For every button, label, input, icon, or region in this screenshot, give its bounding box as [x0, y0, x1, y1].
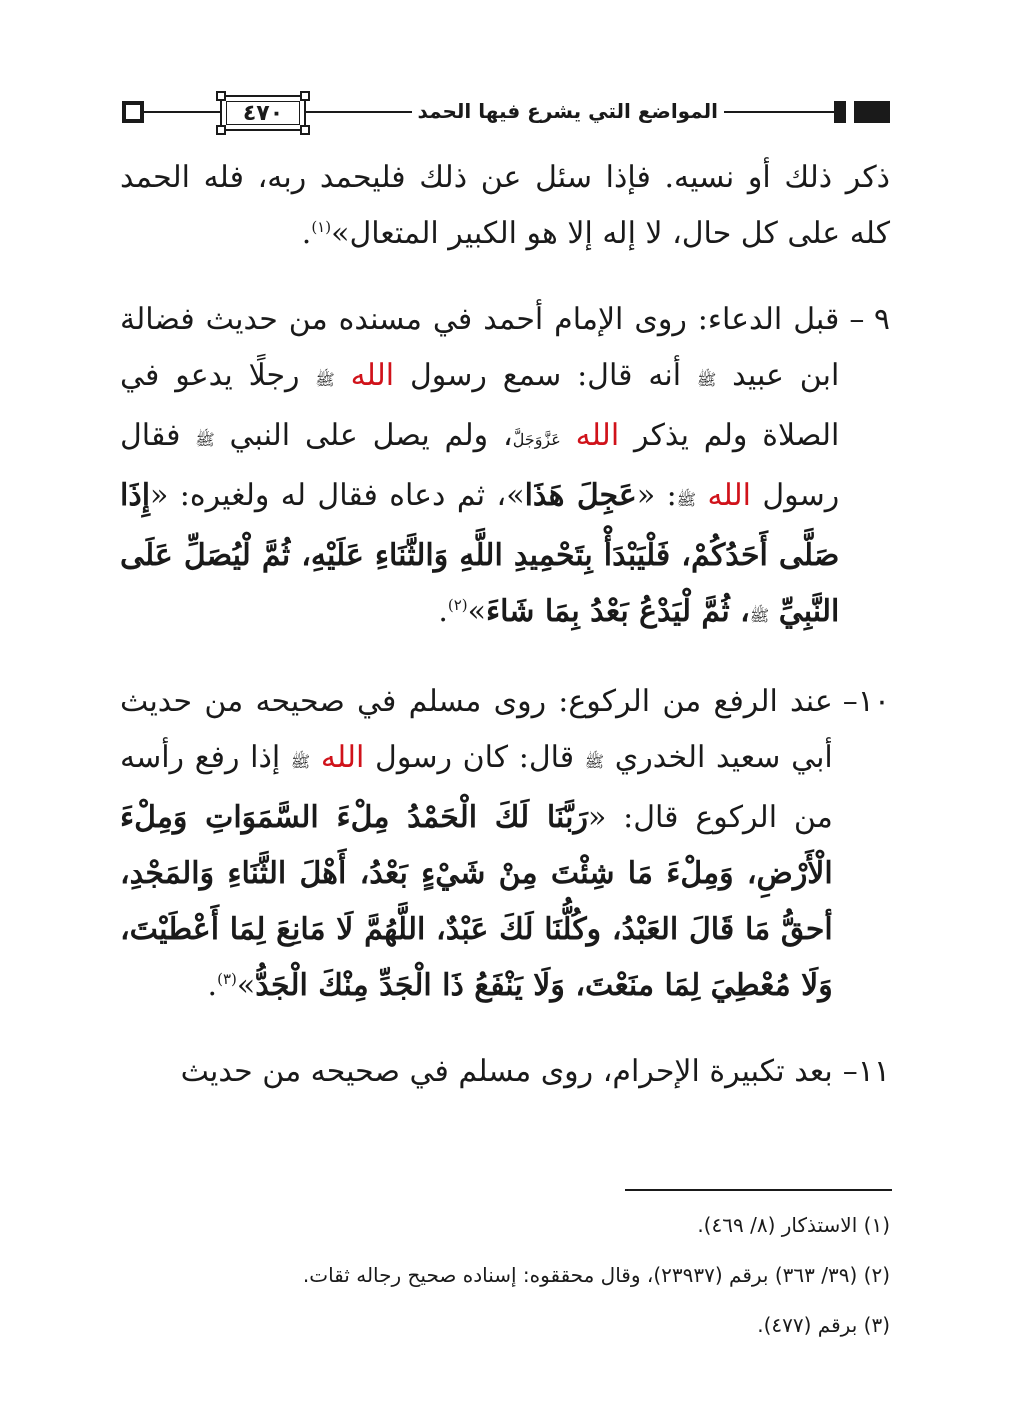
honorific-azza: عَزَّوَجَلَّ — [512, 430, 561, 449]
header-bar-thick — [854, 101, 890, 123]
footnote-1: (١) الاستذكار (٨/ ٤٦٩). — [697, 1213, 890, 1237]
footnote-3: (٣) برقم (٤٧٧). — [757, 1313, 890, 1337]
honorific-radi: ﷺ — [696, 370, 717, 389]
item-11 — [120, 1044, 890, 1100]
page-header — [122, 93, 892, 141]
hadith-quote: ، ثُمَّ لْيَدْعُ بَعْدُ بِمَا شَاءَ — [486, 594, 750, 629]
honorific-salla: ﷺ — [676, 490, 697, 509]
item-10-number: ١٠– — [842, 684, 890, 719]
running-title: المواضع التي يشرع فيها الحمد — [412, 99, 724, 123]
page-number-frame — [220, 95, 306, 131]
honorific-salla: ﷺ — [290, 752, 311, 771]
hadith-quote: إِذَا صَلَّى أَحَدُكُمْ، فَلْيَبْدَأْ بِتَحْمِيدِ اللَّهِ وَالثَّنَاءِ عَلَيْهِ، ثُمَّ لْيُصَلِّ عَلَى النَّبِيِّ — [120, 478, 840, 629]
intro-paragraph: ذكر ذلك أو نسيه. فإذا سئل عن ذلك فليحمد ربه، فله الحمد كله على كل حال، لا إله إلا هو الكبير المتعال»$^{(١)}$. — [120, 160, 890, 251]
intro-line-1: ذكر ذلك أو نسيه. فإذا سئل عن ذلك فليحمد ربه، فله — [203, 160, 890, 195]
item-10 — [120, 674, 890, 1014]
word-allah: الله — [350, 358, 395, 393]
header-bar-thin — [834, 101, 846, 123]
item-11-number: ١١– — [842, 1054, 890, 1089]
footnote-separator — [625, 1189, 892, 1191]
intro-line-2: الحمد كله على كل حال، لا إله إلا هو الكبير المتعال» — [120, 160, 890, 251]
word-allah: الله — [320, 740, 365, 775]
honorific-salla: ﷺ — [315, 370, 335, 389]
page-body — [120, 150, 890, 1100]
word-allah: الله — [707, 478, 751, 513]
hadith-quote: رَبَّنَا لَكَ الْحَمْدُ مِلْءَ السَّمَوَاتِ وَمِلْءَ الْأَرْضِ، وَمِلْءَ مَا شِئْتَ مِنْ شَيْءٍ بَعْدُ، أَهْلَ الثَّنَاءِ وَالمَجْدِ، أحقُّ مَا قَالَ العَبْدُ، وكُلُّنَا لَكَ عَبْدٌ، اللَّهُمَّ لَا مَانِعَ لِمَا أَعْطَيْتَ، وَلَا مُعْطِيَ لِمَا منَعْتَ، وَلَا يَنْفَعُ ذَا الْجَدِّ مِنْكَ الْجَدُّ — [120, 800, 833, 1003]
hadith-quote: عَجِلَ هَذَا — [524, 478, 637, 513]
honorific-radi: ﷺ — [584, 752, 605, 771]
header-rule-left — [144, 111, 220, 113]
item-11-text: بعد تكبيرة الإحرام، روى مسلم في صحيحه من حديث — [180, 1054, 833, 1089]
footnote-ref-2: (٢) — [447, 596, 468, 614]
honorific-salla: ﷺ — [749, 606, 770, 625]
item-9-number: ٩ – — [849, 302, 890, 337]
item-10-text: عند الرفع من الركوع: روى مسلم في صحيحه من حديث أبي سعيد الخدري ﷺ قال: كان رسول الله ﷺ إذا رفع رأسه من الركوع قال: «رَبَّنَا لَكَ الْحَمْدُ مِلْءَ السَّمَوَاتِ وَمِلْءَ الْأَرْضِ، وَمِلْءَ مَا شِئْتَ مِنْ شَيْءٍ بَعْدُ، أَهْلَ الثَّنَاءِ وَالمَجْدِ، أحقُّ مَا قَالَ العَبْدُ، وكُلُّنَا لَكَ عَبْدٌ، اللَّهُمَّ لَا مَانِعَ لِمَا أَعْطَيْتَ، وَلَا مُعْطِيَ لِمَا منَعْتَ، وَلَا يَنْفَعُ ذَا الْجَدِّ مِنْكَ الْجَدُّ»$^{(٣)}$. — [120, 684, 833, 1003]
word-allah: الله — [575, 418, 620, 453]
footnote-ref-1: (١) — [311, 218, 332, 236]
honorific-salla: ﷺ — [195, 430, 215, 449]
item-9-text: قبل الدعاء: روى الإمام أحمد في مسنده من حديث فضالة ابن عبيد ﷺ أنه قال: سمع رسول الله ﷺ رجلًا يدعو في الصلاة ولم يذكر الله عَزَّوَجَلَّ، ولم يصل على النبي ﷺ فقال رسول الله ﷺ: «عَجِلَ هَذَا»، ثم دعاه فقال له ولغيره: «إِذَا صَلَّى أَحَدُكُمْ، فَلْيَبْدَأْ بِتَحْمِيدِ اللَّهِ وَالثَّنَاءِ عَلَيْهِ، ثُمَّ لْيُصَلِّ عَلَى النَّبِيِّ ﷺ، ثُمَّ لْيَدْعُ بَعْدُ بِمَا شَاءَ»$^{(٢)}$. — [120, 302, 840, 629]
item-9 — [120, 292, 890, 644]
footnote-ref-3: (٣) — [217, 970, 237, 988]
footnote-2: (٢) (٣٩/ ٣٦٣) برقم (٢٣٩٣٧)، وقال محققوه: إسناده صحيح رجاله ثقات. — [302, 1263, 890, 1287]
header-ornament-square — [122, 101, 144, 123]
footnotes — [120, 1200, 890, 1350]
page-number: ٤٧٠ — [242, 101, 284, 126]
